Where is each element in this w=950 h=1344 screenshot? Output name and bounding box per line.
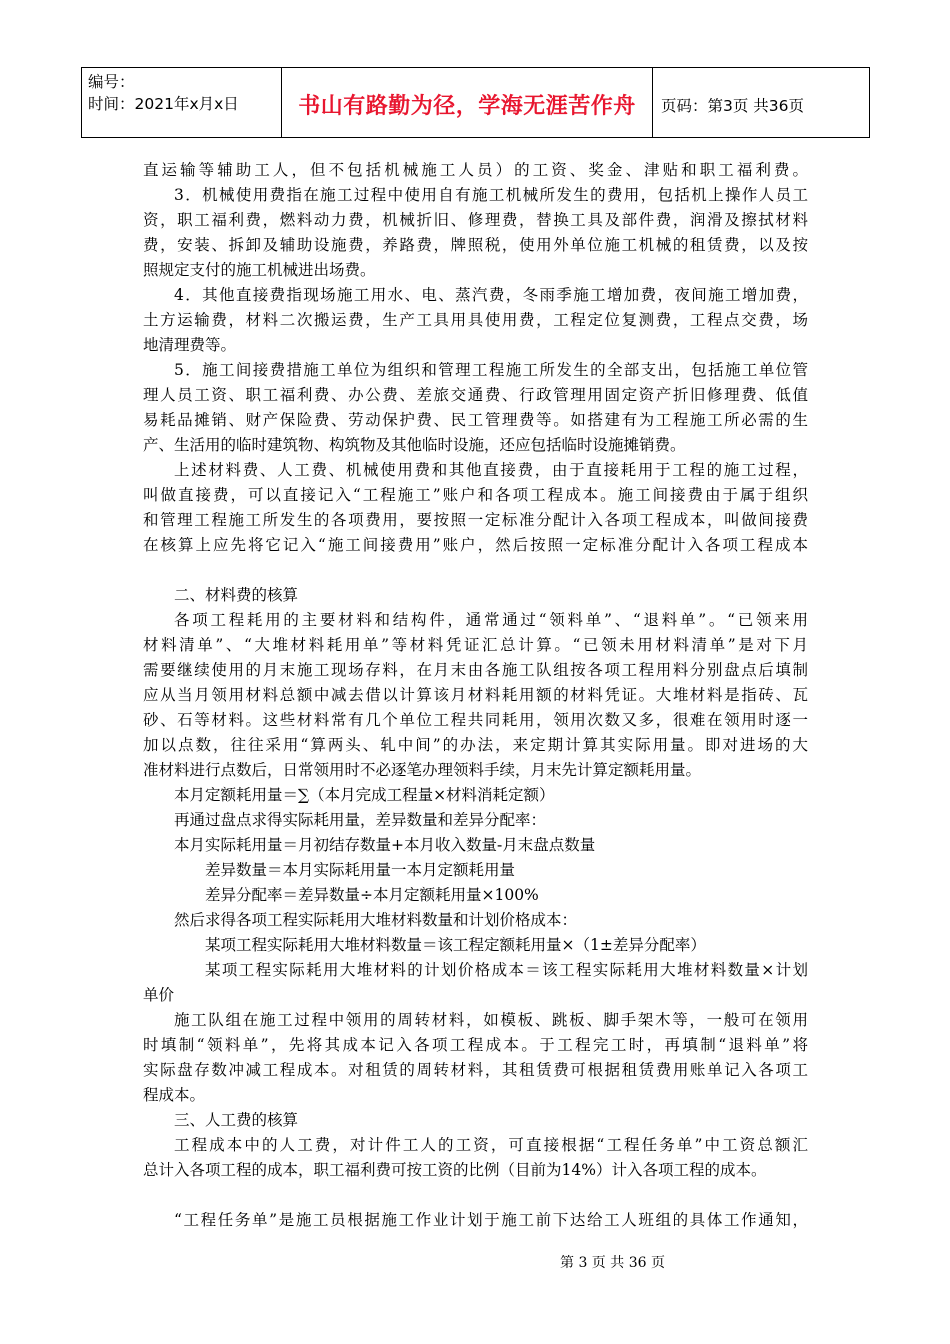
formula-line: 本月定额耗用量＝∑（本月完成工程量×材料消耗定额） bbox=[174, 786, 555, 804]
text-line: 材料清单”、“大堆材料耗用单”等材料凭证汇总计算。“已领未用材料清单”是对下月 bbox=[143, 636, 808, 654]
text-line: 砂、石等材料。这些材料常有几个单位工程共同耗用，领用次数又多，很难在领用时逐一 bbox=[143, 711, 808, 729]
page-header bbox=[81, 67, 870, 138]
number-label: 编号： bbox=[88, 73, 135, 91]
page-info: 页码：第3页 共36页 bbox=[661, 96, 805, 115]
text-line: 需要继续使用的月末施工现场存料，在月末由各施工队组按各项工程用料分别盘点后填制 bbox=[143, 661, 808, 679]
motto-text: 书山有路勤为径，学海无涯苦作舟 bbox=[298, 94, 636, 119]
text-line: 工程成本中的人工费，对计件工人的工资，可直接根据“工程任务单”中工资总额汇 bbox=[174, 1136, 808, 1154]
formula-line: 本月实际耗用量＝月初结存数量+本月收入数量-月末盘点数量 bbox=[174, 836, 596, 854]
text-line: 加以点数，往往采用“算两头、轧中间”的办法，来定期计算其实际用量。即对进场的大 bbox=[143, 736, 808, 754]
text-line: 易耗品摊销、财产保险费、劳动保护费、民工管理费等。如搭建有为工程施工所必需的生 bbox=[143, 411, 808, 429]
text-line: 资，职工福利费，燃料动力费，机械折旧、修理费，替换工具及部件费，润滑及擦拭材料 bbox=[143, 211, 808, 229]
text-line: 5．施工间接费措施工单位为组织和管理工程施工所发生的全部支出，包括施工单位管 bbox=[174, 361, 808, 379]
text-line: 程成本。 bbox=[143, 1086, 206, 1104]
text-line: 上述材料费、人工费、机械使用费和其他直接费，由于直接耗用于工程的施工过程， bbox=[174, 461, 808, 479]
formula-line: 某项工程实际耗用大堆材料的计划价格成本＝该工程实际耗用大堆材料数量×计划 bbox=[205, 961, 808, 979]
document-body bbox=[143, 158, 808, 1233]
text-line: 叫做直接费，可以直接记入“工程施工”账户和各项工程成本。施工间接费由于属于组织 bbox=[143, 486, 808, 504]
text-line: 总计入各项工程的成本，职工福利费可按工资的比例（目前为14%）计入各项工程的成本。 bbox=[143, 1161, 767, 1179]
text-line: 照规定支付的施工机械进出场费。 bbox=[143, 261, 376, 279]
text-line: 在核算上应先将它记入“施工间接费用”账户，然后按照一定标准分配计入各项工程成本 bbox=[143, 536, 808, 554]
text-line: 再通过盘点求得实际耗用量，差异数量和差异分配率： bbox=[174, 811, 547, 829]
blank-line bbox=[143, 558, 808, 583]
page-footer: 第 3 页 共 36 页 bbox=[560, 1255, 665, 1271]
text-line: 应从当月领用材料总额中减去借以计算该月材料耗用额的材料凭证。大堆材料是指砖、瓦 bbox=[143, 686, 808, 704]
text-line: 施工队组在施工过程中领用的周转材料，如模板、跳板、脚手架木等，一般可在领用 bbox=[174, 1011, 808, 1029]
text-line: 土方运输费，材料二次搬运费，生产工具用具使用费，工程定位复测费，工程点交费，场 bbox=[143, 311, 808, 329]
date-label: 时间：2021年x月x日 bbox=[88, 95, 239, 113]
text-line: 时填制“领料单”，先将其成本记入各项工程成本。于工程完工时，再填制“退料单”将 bbox=[143, 1036, 808, 1054]
formula-line: 差异分配率＝差异数量÷本月定额耗用量×100% bbox=[205, 886, 539, 904]
formula-line: 差异数量＝本月实际耗用量一本月定额耗用量 bbox=[205, 861, 516, 879]
text-line: 然后求得各项工程实际耗用大堆材料数量和计划价格成本： bbox=[174, 911, 578, 929]
text-line: 直运输等辅助工人，但不包括机械施工人员）的工资、奖金、津贴和职工福利费。 bbox=[143, 161, 808, 179]
text-line: 费，安装、拆卸及辅助设施费，养路费，牌照税，使用外单位施工机械的租赁费，以及按 bbox=[143, 236, 808, 254]
formula-line: 某项工程实际耗用大堆材料数量＝该工程定额耗用量×（1±差异分配率） bbox=[205, 936, 706, 954]
blank-line bbox=[143, 1183, 808, 1208]
header-motto-cell bbox=[282, 68, 653, 137]
text-line: 单价 bbox=[143, 986, 175, 1004]
text-line: 产、生活用的临时建筑物、构筑物及其他临时设施，还应包括临时设施摊销费。 bbox=[143, 436, 686, 454]
text-line: 3．机械使用费指在施工过程中使用自有施工机械所发生的费用，包括机上操作人员工 bbox=[174, 186, 808, 204]
text-line: 实际盘存数冲减工程成本。对租赁的周转材料，其租赁费可根据租赁费用账单记入各项工 bbox=[143, 1061, 808, 1079]
text-line: “工程任务单”是施工员根据施工作业计划于施工前下达给工人班组的具体工作通知， bbox=[174, 1211, 808, 1229]
section-heading: 二、材料费的核算 bbox=[174, 586, 299, 604]
text-line: 理人员工资、职工福利费、办公费、差旅交通费、行政管理用固定资产折旧修理费、低值 bbox=[143, 386, 808, 404]
section-heading: 三、人工费的核算 bbox=[174, 1111, 299, 1129]
header-meta bbox=[82, 68, 282, 137]
text-line: 地清理费等。 bbox=[143, 336, 237, 354]
text-line: 准材料进行点数后，日常领用时不必逐笔办理领料手续，月末先计算定额耗用量。 bbox=[143, 761, 702, 779]
text-line: 4．其他直接费指现场施工用水、电、蒸汽费，冬雨季施工增加费，夜间施工增加费， bbox=[174, 286, 808, 304]
text-line: 和管理工程施工所发生的各项费用，要按照一定标准分配计入各项工程成本，叫做间接费 bbox=[143, 511, 808, 529]
text-line: 各项工程耗用的主要材料和结构件，通常通过“领料单”、“退料单”。“已领来用 bbox=[174, 611, 808, 629]
